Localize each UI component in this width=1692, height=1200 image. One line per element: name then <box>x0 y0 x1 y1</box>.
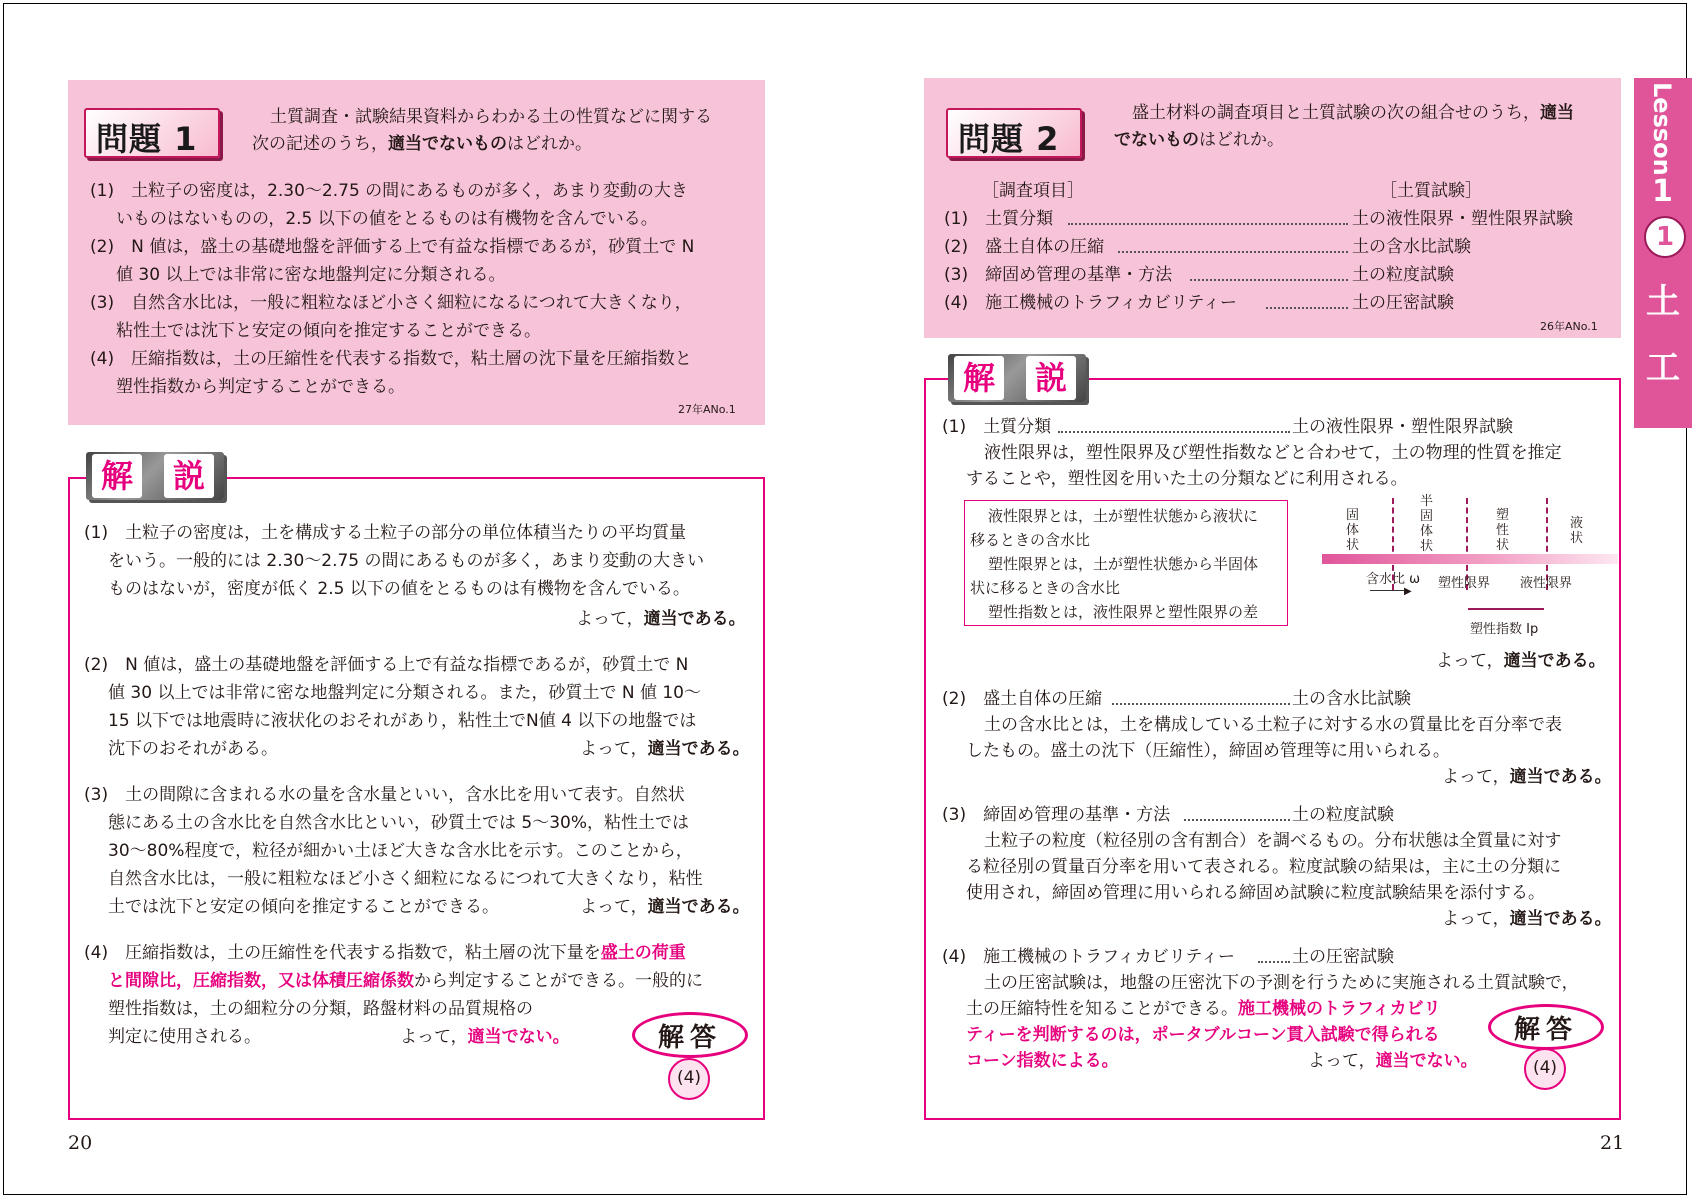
r-exp1-verdict <box>1436 648 1606 674</box>
answer-number-left: (4) <box>668 1058 710 1100</box>
kaisetsu-char-2: 説 <box>164 454 214 498</box>
answer-label: 解答 <box>657 1023 722 1053</box>
question-1-text <box>252 104 752 158</box>
r-exp3-test: 土の粒度試験 <box>1292 805 1394 825</box>
yotte: よって， <box>400 1027 468 1047</box>
q2-row-1-dots <box>1068 223 1348 225</box>
r-exp4-dots <box>1258 961 1290 963</box>
r-exp3-l4: 使用され，締固め管理に用いられる締固め試験に粒度試験結果を添付する。 <box>966 883 1546 903</box>
question-1-line-1: 土質調査・試験結果資料からわかる土の性質などに関する <box>270 107 712 127</box>
exp1-l1: (1) 土粒子の密度は，土を構成する土粒子の部分の単位体積当たりの平均質量 <box>84 523 687 543</box>
def-l4: 状に移るときの含水比 <box>970 579 1121 597</box>
r-exp4-t2: 施工機械のトラフィカビリ <box>1238 999 1441 1019</box>
label-liquid-limit: 液性限界 <box>1520 576 1573 591</box>
question-2-text <box>1114 100 1614 154</box>
q2-row-3-right: 土の粒度試験 <box>1352 265 1454 285</box>
exp1-l2: をいう。一般的には 2.30〜2.75 の間にあるものが多く，あまり変動の大きい <box>108 551 705 571</box>
exp4-l1 <box>84 940 686 966</box>
q2-row-3-left: (3) 締固め管理の基準・方法 <box>944 265 1173 285</box>
r-exp1-l3: することや，塑性図を用いた土の分類などに利用される。 <box>966 469 1408 489</box>
q2-row-4-right: 土の圧密試験 <box>1352 293 1454 313</box>
answer-label: 解答 <box>1513 1015 1578 1045</box>
state-plastic: 塑性状 <box>1496 508 1510 553</box>
r-exp1-test: 土の液性限界・塑性限界試験 <box>1292 417 1513 437</box>
q2-t1: 盛土材料の調査項目と土質試験の次の組合せのうち， <box>1132 103 1540 123</box>
r-exp2-verdict <box>1442 764 1612 790</box>
q2-row-4-left: (4) 施工機械のトラフィカビリティー <box>944 293 1238 313</box>
exp3-l3: 30〜80%程度で，粒径が細かい土ほど大きな含水比を示す。このことから， <box>108 841 693 861</box>
q2-row-2-left: (2) 盛土自体の圧縮 <box>944 237 1105 257</box>
r-exp4-test: 土の圧密試験 <box>1292 947 1394 967</box>
answer-badge-left <box>632 1012 748 1058</box>
r-exp1-l1: (1) 土質分類 <box>942 417 1052 437</box>
r-exp2-l1: (2) 盛土自体の圧縮 <box>942 689 1103 709</box>
q2-row-4-dots <box>1266 307 1348 309</box>
r-exp4-l5: コーン指数による。 <box>966 1051 1119 1071</box>
state-liquid: 液状 <box>1570 516 1584 546</box>
verdict: 適当である。 <box>647 897 750 917</box>
exp2-verdict <box>580 736 750 762</box>
exp3-verdict <box>580 894 750 920</box>
yotte: よって， <box>1436 651 1504 671</box>
exp1-verdict <box>576 606 746 632</box>
r-exp2-dots <box>1112 703 1290 705</box>
q2-t3: でないもの <box>1114 130 1199 150</box>
water-content-bar <box>1322 554 1618 564</box>
yotte: よって， <box>1442 767 1510 787</box>
q2-source: 26年ANo.1 <box>1540 320 1598 333</box>
kaisetsu-char-1: 解 <box>954 356 1004 400</box>
lesson-label: Lesson <box>1648 82 1676 176</box>
exp4-t4: から判定することができる。一般的に <box>414 971 703 991</box>
lesson-tab <box>1634 78 1692 428</box>
exp3-l4: 自然含水比は，一般に粗粒なほど小さく細粒になるにつれて大きくなり，粘性 <box>108 869 703 889</box>
q2-row-2-dots <box>1118 251 1348 253</box>
kaisetsu-char-2: 説 <box>1026 356 1076 400</box>
r-exp1-l2: 液性限界は，塑性限界及び塑性指数などと合わせて，土の物理的性質を推定 <box>984 443 1562 463</box>
chapter-char-1: 土 <box>1646 282 1680 322</box>
q1-choice-1b: いものはないものの，2.5 以下の値をとるものは有機物を含んでいる。 <box>116 209 658 229</box>
verdict: 適当でない。 <box>1375 1051 1478 1071</box>
exp2-l2: 値 30 以上では非常に密な地盤判定に分類される。また，砂質土で N 値 10〜 <box>108 683 701 703</box>
def-l2: 移るときの含水比 <box>970 531 1091 549</box>
page-number-right: 21 <box>1600 1132 1625 1154</box>
yotte: よって， <box>1442 909 1510 929</box>
exp2-l3: 15 以下では地震時に液状化のおそれがあり，粘性土でN値 4 以下の地盤では <box>108 711 697 731</box>
question-1-badge <box>84 108 220 158</box>
exp4-t1: (4) 圧縮指数は，土の圧縮性を代表する指数で，粘土層の沈下量を <box>84 943 601 963</box>
r-exp4-l4: ティーを判断するのは，ポータブルコーン貫入試験で得られる <box>966 1025 1440 1045</box>
answer-number-right: (4) <box>1524 1048 1566 1090</box>
def-l1: 液性限界とは，土が塑性状態から液状に <box>988 507 1259 525</box>
exp2-l1: (2) N 値は，盛土の基礎地盤を評価する上で有益な指標であるが，砂質土で N <box>84 655 689 675</box>
question-1-badge-label: 問題 1 <box>96 120 198 158</box>
q2-row-2-right: 土の含水比試験 <box>1352 237 1471 257</box>
q1-choice-2a: (2) N 値は，盛土の基礎地盤を評価する上で有益な指標であるが，砂質土で N <box>90 237 695 257</box>
yotte: よって， <box>1308 1051 1376 1071</box>
q1-choice-2b: 値 30 以上では非常に密な地盤判定に分類される。 <box>116 265 506 285</box>
q1-choice-4b: 塑性指数から判定することができる。 <box>116 377 405 397</box>
q1-choice-3b: 粘性土では沈下と安定の傾向を推定することができる。 <box>116 321 541 341</box>
question-2-badge <box>946 108 1082 158</box>
q2-col-header-2: ［土質試験］ <box>1380 181 1482 201</box>
r-exp2-l2: 土の含水比とは，土を構成している土粒子に対する水の質量比を百分率で表 <box>984 715 1562 735</box>
kaisetsu-badge-right <box>948 354 1086 402</box>
q1-t1: 次の記述のうち， <box>252 134 388 154</box>
verdict: 適当である。 <box>1509 909 1612 929</box>
exp4-l2 <box>108 968 703 994</box>
r-exp2-test: 土の含水比試験 <box>1292 689 1411 709</box>
r-exp1-dots <box>1058 431 1290 433</box>
chapter-char-2: 工 <box>1646 348 1680 388</box>
def-l3: 塑性限界とは，土が塑性状態から半固体 <box>988 555 1259 573</box>
exp2-l4: 沈下のおそれがある。 <box>108 739 278 759</box>
r-exp4-t1: 土の圧縮特性を知ることができる。 <box>966 999 1238 1019</box>
arrow-head: ▶ <box>1404 586 1412 597</box>
label-plastic-limit: 塑性限界 <box>1438 576 1491 591</box>
q2-t2: 適当 <box>1540 103 1574 123</box>
answer-badge-right <box>1488 1004 1604 1050</box>
chapter-circle: 1 <box>1644 216 1686 258</box>
r-exp3-verdict <box>1442 906 1612 932</box>
exp3-l1: (3) 土の間隙に含まれる水の量を含水量といい，含水比を用いて表す。自然状 <box>84 785 685 805</box>
yotte: よって， <box>576 609 644 629</box>
arrow-water-content <box>1370 590 1406 591</box>
lesson-number: 1 <box>1652 174 1673 209</box>
exp4-t2: 盛土の荷重 <box>600 943 686 963</box>
plasticity-index-arrow <box>1468 608 1544 610</box>
q2-col-header-1: ［調査項目］ <box>982 181 1084 201</box>
exp4-t3: と間隙比，圧縮指数，又は体積圧縮係数 <box>108 971 414 991</box>
verdict: 適当である。 <box>1509 767 1612 787</box>
q2-row-1-left: (1) 土質分類 <box>944 209 1054 229</box>
q2-t4: はどれか。 <box>1199 130 1284 150</box>
verdict: 適当でない。 <box>467 1027 570 1047</box>
q1-choice-1a: (1) 土粒子の密度は，2.30〜2.75 の間にあるものが多く，あまり変動の大き <box>90 181 688 201</box>
r-exp4-l2: 土の圧密試験は，地盤の圧密沈下の予測を行うために実施される土質試験で， <box>984 973 1579 993</box>
exp4-verdict <box>400 1024 570 1050</box>
page-number-left: 20 <box>68 1132 93 1154</box>
label-water-content: 含水比 ω <box>1366 572 1421 587</box>
r-exp4-l3 <box>966 996 1441 1022</box>
label-plasticity-index: 塑性指数 Ip <box>1470 622 1539 637</box>
yotte: よって， <box>580 897 648 917</box>
r-exp3-dots <box>1184 819 1290 821</box>
q2-row-3-dots <box>1190 279 1348 281</box>
kaisetsu-badge-left <box>86 452 224 500</box>
r-exp4-l1: (4) 施工機械のトラフィカビリティー <box>942 947 1236 967</box>
verdict: 適当である。 <box>647 739 750 759</box>
def-l5: 塑性指数とは，液性限界と塑性限界の差 <box>988 603 1259 621</box>
state-semisolid: 半固体状 <box>1420 494 1434 554</box>
r-exp3-l1: (3) 締固め管理の基準・方法 <box>942 805 1171 825</box>
r-exp3-l3: る粒径別の質量百分率を用いて表される。粒度試験の結果は，主に土の分類に <box>966 857 1561 877</box>
exp3-l2: 態にある土の含水比を自然含水比といい，砂質土では 5〜30%，粘性土では <box>108 813 690 833</box>
question-2-badge-label: 問題 2 <box>958 120 1060 158</box>
q1-t2: 適当でないもの <box>388 134 507 154</box>
r-exp4-verdict <box>1308 1048 1478 1074</box>
exp1-l3: ものはないが，密度が低く 2.5 以下の値をとるものは有機物を含んでいる。 <box>108 579 690 599</box>
r-exp3-l2: 土粒子の粒度（粒径別の含有割合）を調べるもの。分布状態は全質量に対す <box>984 831 1562 851</box>
q1-t3: はどれか。 <box>507 134 592 154</box>
q1-choice-3a: (3) 自然含水比は，一般に粗粒なほど小さく細粒になるにつれて大きくなり， <box>90 293 692 313</box>
yotte: よって， <box>580 739 648 759</box>
exp4-l4: 判定に使用される。 <box>108 1027 261 1047</box>
verdict: 適当である。 <box>1503 651 1606 671</box>
q2-row-1-right: 土の液性限界・塑性限界試験 <box>1352 209 1573 229</box>
exp4-l3: 塑性指数は，土の細粒分の分類，路盤材料の品質規格の <box>108 999 533 1019</box>
q1-choice-4a: (4) 圧縮指数は，土の圧縮性を代表する指数で，粘土層の沈下量を圧縮指数と <box>90 349 692 369</box>
exp3-l5: 土では沈下と安定の傾向を推定することができる。 <box>108 897 499 917</box>
state-solid: 固体状 <box>1346 508 1360 553</box>
q1-source: 27年ANo.1 <box>678 403 736 416</box>
verdict: 適当である。 <box>643 609 746 629</box>
kaisetsu-char-1: 解 <box>92 454 142 498</box>
r-exp2-l3: したもの。盛土の沈下（圧縮性），締固め管理等に用いられる。 <box>966 741 1450 761</box>
